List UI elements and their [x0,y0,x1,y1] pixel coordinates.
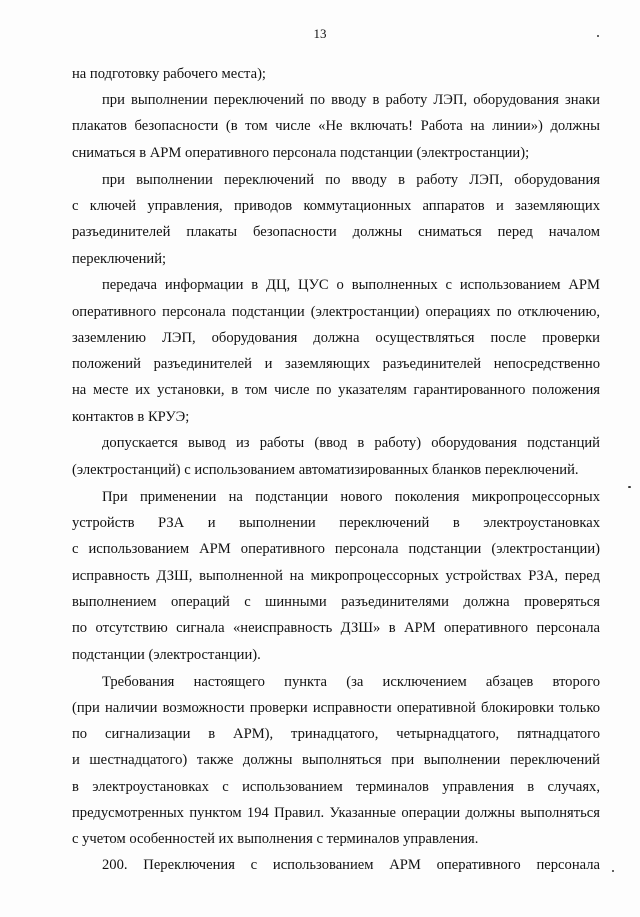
text-line: при выполнении переключений по вводу в работу ЛЭП, оборудования [102,172,600,188]
text-line: контактов в КРУЭ; [72,409,190,425]
text-line: оперативного персонала подстанции (электростанции) операциях по отключению, [72,304,600,320]
text-line: Требования настоящего пункта (за исключением абзацев второго [102,674,600,690]
text-line: по отсутствию сигнала «неисправность ДЗШ» в АРМ оперативного персонала [72,620,600,636]
text-line: предусмотренных пунктом 194 Правил. Указанные операции должны выполняться [72,805,600,821]
text-line: 200. Переключения с использованием АРМ оперативного персонала [102,857,600,873]
text-line: с использованием АРМ оперативного персонала подстанции (электростанции) [72,541,600,557]
text-line: с учетом особенностей их выполнения с терминалов управления. [72,831,479,847]
text-line: заземлению ЛЭП, оборудования должна осуществляться после проверки [72,330,600,346]
text-line: разъединителей плакаты безопасности должны сниматься перед началом [72,224,600,240]
text-line: на подготовку рабочего места); [72,66,266,82]
text-line: сниматься в АРМ оперативного персонала подстанции (электростанции); [72,145,530,161]
text-line: При применении на подстанции нового поколения микропроцессорных [102,489,600,505]
text-line: (при наличии возможности проверки исправности оперативной блокировки только [72,700,600,716]
text-line: выполнением операций с шинными разъединителями должна проверяться [72,594,600,610]
text-line: допускается вывод из работы (ввод в работу) оборудования подстанций [102,435,600,451]
text-line: переключений; [72,251,167,267]
text-line: при выполнении переключений по вводу в работу ЛЭП, оборудования знаки [102,92,600,108]
text-line: плакатов безопасности (в том числе «Не включать! Работа на линии») должны [72,118,600,134]
text-line: подстанции (электростанции). [72,647,261,663]
scan-speck [597,35,599,37]
page-number: 13 [313,26,327,41]
text-line: на месте их установки, в том числе по указателям гарантированного положения [72,382,600,398]
scan-speck [628,486,631,488]
text-line: по сигнализации в АРМ), тринадцатого, четырнадцатого, пятнадцатого [72,726,600,742]
text-line: исправность ДЗШ, выполненной на микропроцессорных устройствах РЗА, перед [72,568,600,584]
text-line: передача информации в ДЦ, ЦУС о выполненных с использованием АРМ [102,277,600,293]
text-line: и шестнадцатого) также должны выполняться при выполнении переключений [72,752,600,768]
text-line: устройств РЗА и выполнении переключений в электроустановках [72,515,600,531]
scan-speck [612,870,614,872]
text-line: положений разъединителей и заземляющих разъединителей непосредственно [72,356,600,372]
text-line: (электростанций) с использованием автоматизированных бланков переключений. [72,462,579,478]
text-line: с ключей управления, приводов коммутационных аппаратов и заземляющих [72,198,600,214]
text-line: в электроустановках с использованием терминалов управления в случаях, [72,779,600,795]
